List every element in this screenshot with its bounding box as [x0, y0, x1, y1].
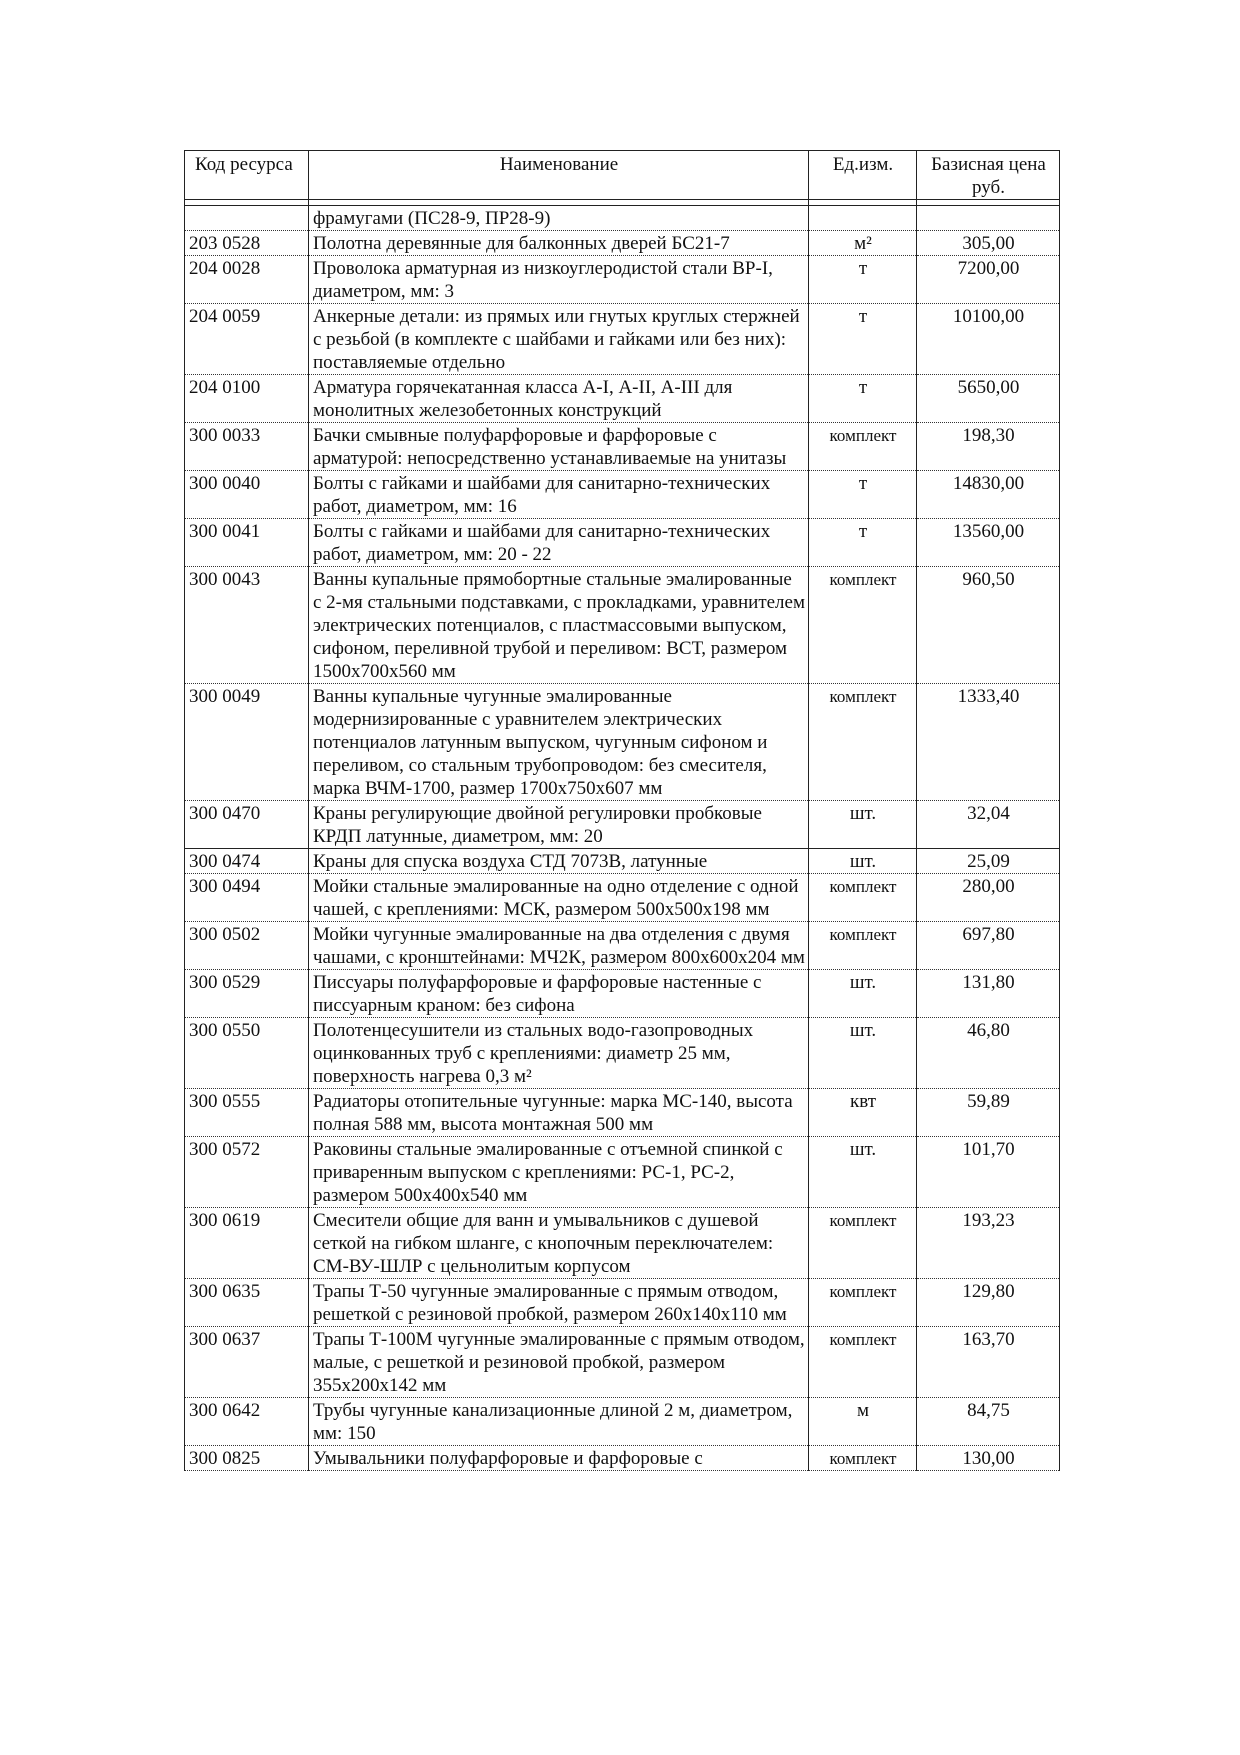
base-price-cell: 25,09 [917, 849, 1060, 874]
resource-code-cell [185, 206, 309, 231]
base-price-cell: 697,80 [917, 922, 1060, 970]
base-price-cell: 280,00 [917, 874, 1060, 922]
resource-name-cell: фрамугами (ПС28-9, ПР28-9) [309, 206, 809, 231]
table-row [185, 801, 1060, 849]
resource-code-cell: 300 0043 [185, 567, 309, 684]
unit-cell: шт. [809, 849, 917, 874]
base-price-cell: 101,70 [917, 1137, 1060, 1208]
unit-cell: комплект [809, 1446, 917, 1471]
resource-code-cell: 300 0637 [185, 1327, 309, 1398]
resource-name-cell: Смесители общие для ванн и умывальников с душевой сеткой на гибком шланге, с кнопочным переключателем: СМ-ВУ-ШЛР с цельнолитым корпусом [309, 1208, 809, 1279]
base-price-cell: 7200,00 [917, 256, 1060, 304]
resource-price-table [184, 150, 1060, 1471]
resource-code-cell: 300 0494 [185, 874, 309, 922]
header-name: Наименование [309, 151, 809, 200]
resource-code-cell: 300 0619 [185, 1208, 309, 1279]
base-price-cell: 163,70 [917, 1327, 1060, 1398]
resource-name-cell: Бачки смывные полуфарфоровые и фарфоровые с арматурой: непосредственно устанавливаемые на унитазы [309, 423, 809, 471]
resource-name-cell: Ванны купальные чугунные эмалированные модернизированные с уравнителем электрических потенциалов латунным выпуском, чугунным сифоном и переливом, со стальным трубопроводом: без смесителя, марка ВЧМ-1700, размер 1700x750x607 мм [309, 684, 809, 801]
resource-name-cell: Мойки чугунные эмалированные на два отделения с двумя чашами, с кронштейнами: МЧ2К, размером 800x600x204 мм [309, 922, 809, 970]
unit-cell: м² [809, 231, 917, 256]
resource-code-cell: 300 0825 [185, 1446, 309, 1471]
table-row [185, 256, 1060, 304]
unit-cell: м [809, 1398, 917, 1446]
table-row [185, 970, 1060, 1018]
resource-name-cell: Раковины стальные эмалированные с отъемной спинкой с приваренным выпуском с креплениями: РС-1, РС-2, размером 500x400x540 мм [309, 1137, 809, 1208]
resource-code-cell: 300 0572 [185, 1137, 309, 1208]
resource-name-cell: Анкерные детали: из прямых или гнутых круглых стержней с резьбой (в комплекте с шайбами и гайками или без них): поставляемые отдельно [309, 304, 809, 375]
resource-code-cell: 300 0642 [185, 1398, 309, 1446]
unit-cell: комплект [809, 567, 917, 684]
table-row [185, 922, 1060, 970]
unit-cell: шт. [809, 970, 917, 1018]
document-page [184, 150, 1059, 1471]
table-row [185, 304, 1060, 375]
unit-cell: комплект [809, 1279, 917, 1327]
resource-name-cell: Трубы чугунные канализационные длиной 2 м, диаметром, мм: 150 [309, 1398, 809, 1446]
base-price-cell: 14830,00 [917, 471, 1060, 519]
resource-name-cell: Мойки стальные эмалированные на одно отделение с одной чашей, с креплениями: МСК, размером 500x500x198 мм [309, 874, 809, 922]
base-price-cell: 32,04 [917, 801, 1060, 849]
resource-code-cell: 203 0528 [185, 231, 309, 256]
header-unit: Ед.изм. [809, 151, 917, 200]
base-price-cell [917, 206, 1060, 231]
resource-code-cell: 300 0502 [185, 922, 309, 970]
header-row [185, 151, 1060, 200]
resource-code-cell: 300 0635 [185, 1279, 309, 1327]
resource-code-cell: 300 0040 [185, 471, 309, 519]
resource-name-cell: Арматура горячекатанная класса А-I, А-II, А-III для монолитных железобетонных конструкций [309, 375, 809, 423]
unit-cell: комплект [809, 922, 917, 970]
table-row [185, 849, 1060, 874]
unit-cell: комплект [809, 423, 917, 471]
resource-name-cell: Трапы Т-100М чугунные эмалированные с прямым отводом, малые, с решеткой и резиновой пробкой, размером 355x200x142 мм [309, 1327, 809, 1398]
unit-cell [809, 206, 917, 231]
unit-cell: т [809, 304, 917, 375]
base-price-cell: 46,80 [917, 1018, 1060, 1089]
unit-cell: комплект [809, 1208, 917, 1279]
table-row [185, 1327, 1060, 1398]
resource-name-cell: Ванны купальные прямобортные стальные эмалированные с 2-мя стальными подставками, с прокладками, уравнителем электрических потенциалов, с пластмассовыми выпуском, сифоном, переливной трубой и переливом: ВСТ, размером 1500x700x560 мм [309, 567, 809, 684]
unit-cell: т [809, 471, 917, 519]
base-price-cell: 59,89 [917, 1089, 1060, 1137]
base-price-cell: 305,00 [917, 231, 1060, 256]
unit-cell: комплект [809, 874, 917, 922]
resource-name-cell: Болты с гайками и шайбами для санитарно-технических работ, диаметром, мм: 16 [309, 471, 809, 519]
resource-code-cell: 300 0529 [185, 970, 309, 1018]
resource-code-cell: 300 0049 [185, 684, 309, 801]
base-price-cell: 130,00 [917, 1446, 1060, 1471]
base-price-cell: 960,50 [917, 567, 1060, 684]
resource-code-cell: 300 0474 [185, 849, 309, 874]
unit-cell: т [809, 519, 917, 567]
resource-name-cell: Трапы Т-50 чугунные эмалированные с прямым отводом, решеткой с резиновой пробкой, размером 260x140x110 мм [309, 1279, 809, 1327]
base-price-cell: 10100,00 [917, 304, 1060, 375]
base-price-cell: 5650,00 [917, 375, 1060, 423]
unit-cell: шт. [809, 801, 917, 849]
resource-code-cell: 300 0550 [185, 1018, 309, 1089]
table-row [185, 231, 1060, 256]
resource-name-cell: Болты с гайками и шайбами для санитарно-технических работ, диаметром, мм: 20 - 22 [309, 519, 809, 567]
base-price-cell: 1333,40 [917, 684, 1060, 801]
table-row [185, 423, 1060, 471]
base-price-cell: 129,80 [917, 1279, 1060, 1327]
base-price-cell: 13560,00 [917, 519, 1060, 567]
table-row [185, 1089, 1060, 1137]
resource-name-cell: Писсуары полуфарфоровые и фарфоровые настенные с писсуарным краном: без сифона [309, 970, 809, 1018]
table-header [185, 151, 1060, 200]
base-price-cell: 131,80 [917, 970, 1060, 1018]
base-price-cell: 193,23 [917, 1208, 1060, 1279]
resource-code-cell: 204 0059 [185, 304, 309, 375]
resource-code-cell: 204 0028 [185, 256, 309, 304]
unit-cell: квт [809, 1089, 917, 1137]
table-row [185, 684, 1060, 801]
resource-code-cell: 300 0555 [185, 1089, 309, 1137]
unit-cell: т [809, 256, 917, 304]
table-row [185, 375, 1060, 423]
table-body [185, 200, 1060, 1471]
unit-cell: шт. [809, 1018, 917, 1089]
unit-cell: т [809, 375, 917, 423]
table-row [185, 1018, 1060, 1089]
table-row [185, 519, 1060, 567]
resource-name-cell: Радиаторы отопительные чугунные: марка МС-140, высота полная 588 мм, высота монтажная 500 мм [309, 1089, 809, 1137]
unit-cell: комплект [809, 684, 917, 801]
resource-name-cell: Проволока арматурная из низкоуглеродистой стали ВР-I, диаметром, мм: 3 [309, 256, 809, 304]
resource-name-cell: Полотна деревянные для балконных дверей БС21-7 [309, 231, 809, 256]
resource-name-cell: Полотенцесушители из стальных водо-газопроводных оцинкованных труб с креплениями: диаметр 25 мм, поверхность нагрева 0,3 м² [309, 1018, 809, 1089]
resource-code-cell: 300 0470 [185, 801, 309, 849]
header-price: Базисная цена руб. [917, 151, 1060, 200]
table-row [185, 1279, 1060, 1327]
table-row [185, 567, 1060, 684]
base-price-cell: 198,30 [917, 423, 1060, 471]
resource-name-cell: Умывальники полуфарфоровые и фарфоровые с [309, 1446, 809, 1471]
resource-code-cell: 204 0100 [185, 375, 309, 423]
table-row [185, 1398, 1060, 1446]
table-row [185, 206, 1060, 231]
table-row [185, 1137, 1060, 1208]
header-code: Код ресурса [185, 151, 309, 200]
base-price-cell: 84,75 [917, 1398, 1060, 1446]
resource-code-cell: 300 0033 [185, 423, 309, 471]
table-row [185, 1208, 1060, 1279]
resource-name-cell: Краны регулирующие двойной регулировки пробковые КРДП латунные, диаметром, мм: 20 [309, 801, 809, 849]
resource-name-cell: Краны для спуска воздуха СТД 7073В, латунные [309, 849, 809, 874]
table-row [185, 471, 1060, 519]
unit-cell: шт. [809, 1137, 917, 1208]
resource-code-cell: 300 0041 [185, 519, 309, 567]
table-row [185, 874, 1060, 922]
unit-cell: комплект [809, 1327, 917, 1398]
table-row [185, 1446, 1060, 1471]
